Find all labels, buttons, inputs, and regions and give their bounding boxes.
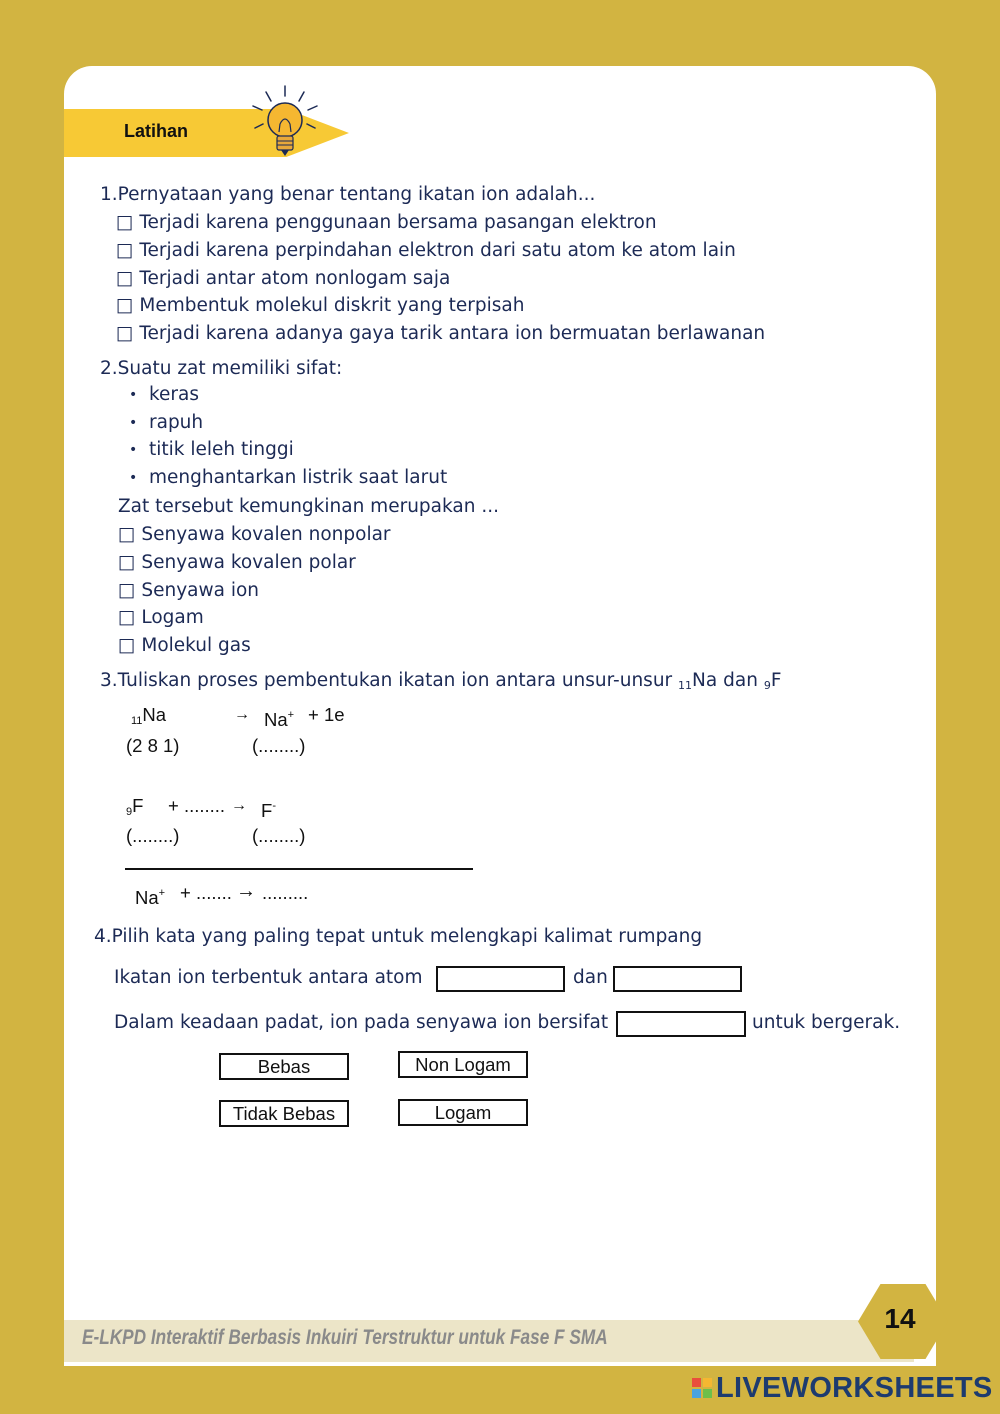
q4-dan: dan <box>573 967 608 988</box>
f-ion-config-blank[interactable]: (........) <box>252 825 306 846</box>
arrow-icon: → <box>234 706 250 723</box>
property-item: • titik leleh tinggi <box>149 439 294 461</box>
f-config-blank[interactable]: (........) <box>126 825 180 846</box>
q2-option-c[interactable]: □ Senyawa ion <box>118 580 260 601</box>
blank-1[interactable] <box>436 966 565 992</box>
choice-bebas[interactable]: Bebas <box>219 1053 349 1080</box>
q1-option-b[interactable]: □ Terjadi karena perpindahan elektron dari satu atom ke atom lain <box>116 240 736 261</box>
q1-option-e[interactable]: □ Terjadi karena adanya gaya tarik antara ion bermuatan berlawanan <box>116 323 766 344</box>
choice-tidak-bebas[interactable]: Tidak Bebas <box>219 1100 349 1127</box>
f-symbol: F <box>770 670 782 691</box>
na-symbol: Na <box>692 670 718 691</box>
q2-option-e[interactable]: □ Molekul gas <box>118 635 251 656</box>
question-2: 2.Suatu zat memiliki sifat: <box>100 358 343 379</box>
f-atomic-number: 9 <box>763 679 771 692</box>
conjunction: dan <box>717 670 764 691</box>
lightbulb-icon <box>250 84 320 166</box>
property-item: • menghantarkan listrik saat larut <box>149 467 447 489</box>
q1-option-a[interactable]: □ Terjadi karena penggunaan bersama pasangan elektron <box>116 212 657 233</box>
electron-term: + 1e <box>308 704 345 725</box>
q1-option-c[interactable]: □ Terjadi antar atom nonlogam saja <box>116 268 451 289</box>
f-electron-blank[interactable]: + ........ <box>168 795 226 816</box>
na-config: (2 8 1) <box>126 735 180 756</box>
na-ion-config-blank[interactable]: (........) <box>252 735 306 756</box>
footer-text: E-LKPD Interaktif Berbasis Inkuiri Terstruktur untuk Fase F SMA <box>82 1326 608 1349</box>
arrow-icon: → <box>231 797 247 814</box>
question-1: 1.Pernyataan yang benar tentang ikatan ion adalah... <box>100 184 596 205</box>
arrow-icon: → <box>236 880 256 902</box>
page-title: Latihan <box>124 121 189 141</box>
sum-blank[interactable]: + ....... <box>180 882 232 903</box>
na-charge: + <box>158 887 166 899</box>
divider <box>125 868 473 870</box>
q2-option-a[interactable]: □ Senyawa kovalen nonpolar <box>118 524 391 545</box>
f-ion: F <box>261 800 273 821</box>
f-subscript: 9 <box>126 806 133 818</box>
f-ion-product <box>261 795 276 822</box>
liveworksheets-logo-icon <box>692 1378 712 1398</box>
na-ion: Na <box>264 709 288 730</box>
na-charge: + <box>287 709 295 721</box>
q1-option-d[interactable]: □ Membentuk molekul diskrit yang terpisah <box>116 295 525 316</box>
na-ion-sum <box>135 882 165 909</box>
q2-option-b[interactable]: □ Senyawa kovalen polar <box>118 552 356 573</box>
q2-prompt: Zat tersebut kemungkinan merupakan ... <box>118 496 499 517</box>
na-atomic-number: 11 <box>678 679 693 692</box>
na-reactant <box>131 704 166 732</box>
property-item: • keras <box>149 384 199 406</box>
question-3-text: 3.Tuliskan proses pembentukan ikatan ion antara unsur-unsur <box>100 670 679 691</box>
na-ion-product <box>264 704 294 731</box>
q4-sentence-2: Dalam keadaan padat, ion pada senyawa ion bersifat <box>114 1012 609 1033</box>
na-subscript: 11 <box>131 715 143 727</box>
f-charge: - <box>272 800 276 812</box>
choice-logam[interactable]: Logam <box>398 1099 528 1126</box>
choice-non-logam[interactable]: Non Logam <box>398 1051 528 1078</box>
q4-sentence-1: Ikatan ion terbentuk antara atom <box>114 967 423 988</box>
blank-3[interactable] <box>616 1011 746 1037</box>
page-number: 14 <box>884 1303 916 1334</box>
f-reactant <box>126 795 143 823</box>
na-symbol: Na <box>142 704 167 725</box>
liveworksheets-brand: LIVEWORKSHEETS <box>716 1372 993 1404</box>
product-blank[interactable]: ......... <box>262 882 309 903</box>
property-item: • rapuh <box>149 412 203 434</box>
f-symbol: F <box>132 795 144 816</box>
na-ion: Na <box>135 887 159 908</box>
q4-sentence-2-end: untuk bergerak. <box>752 1012 901 1033</box>
q2-option-d[interactable]: □ Logam <box>118 607 204 628</box>
blank-2[interactable] <box>613 966 742 992</box>
question-3 <box>100 670 781 697</box>
question-4: 4.Pilih kata yang paling tepat untuk melengkapi kalimat rumpang <box>94 926 703 947</box>
